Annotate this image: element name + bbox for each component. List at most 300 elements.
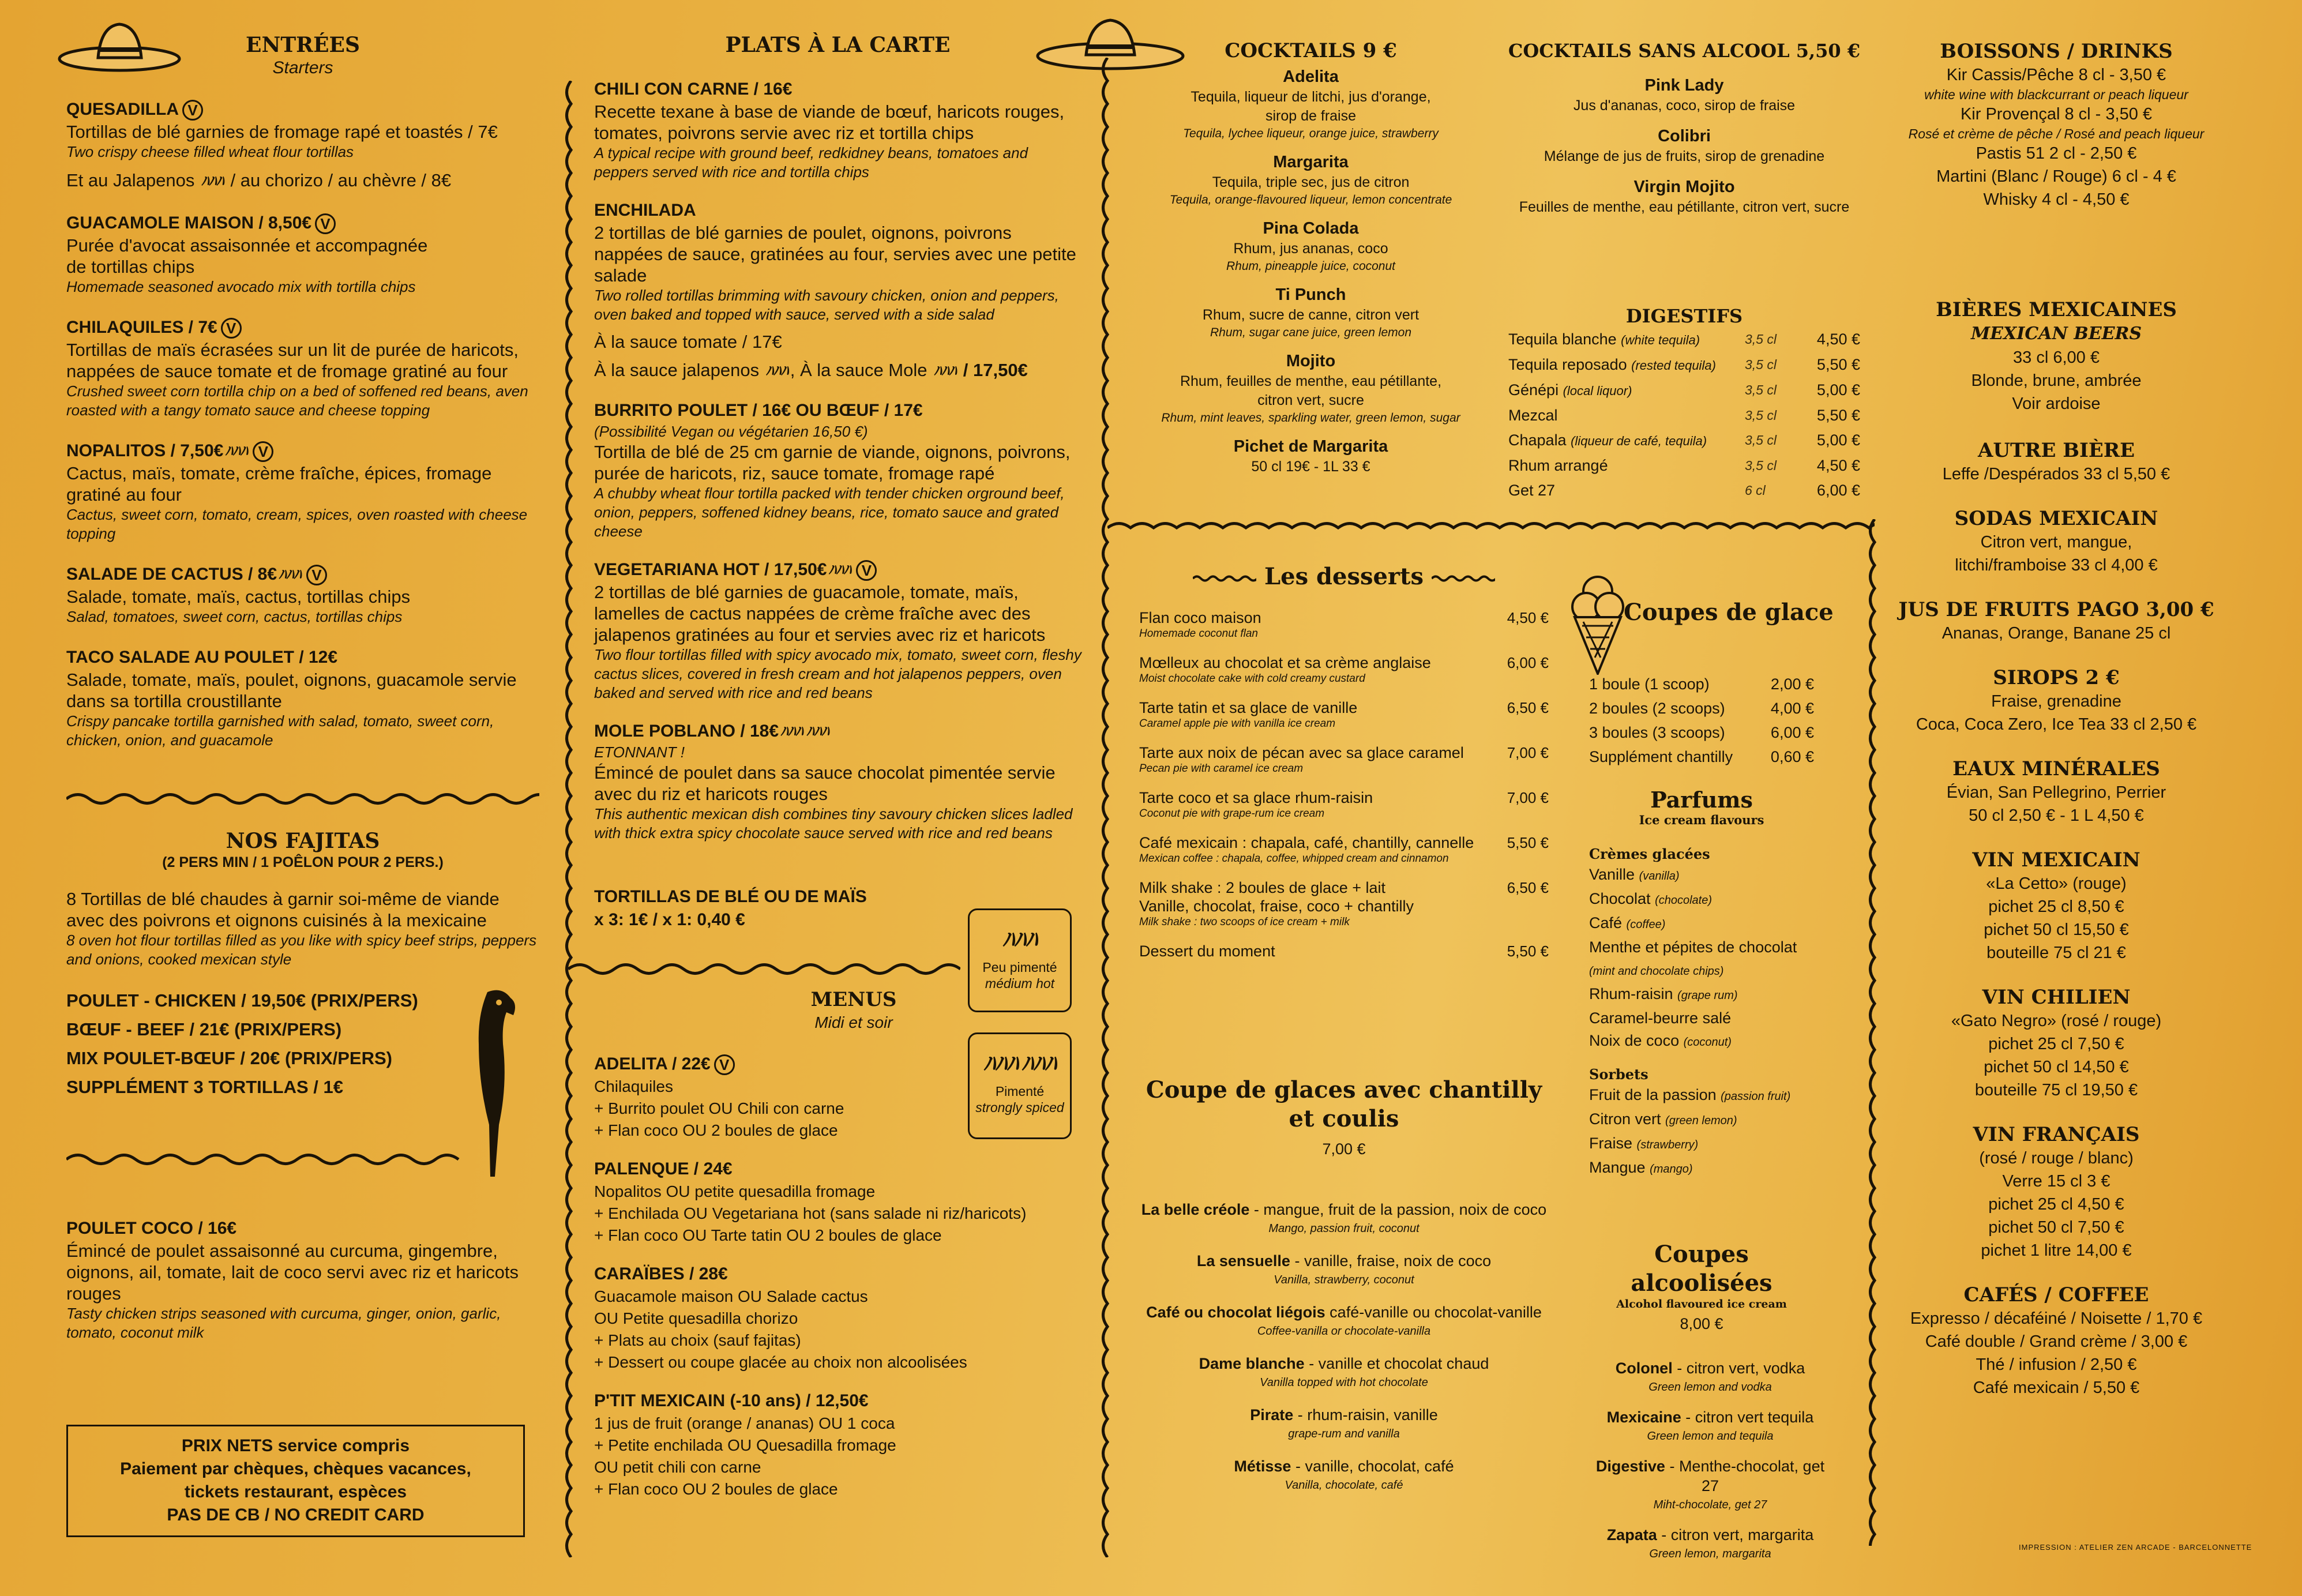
- dessert-price: 7,00 €: [1507, 789, 1549, 806]
- drinks-line: 50 cl 2,50 € - 1 L 4,50 €: [1969, 806, 2144, 825]
- coupe-line: [1139, 1405, 1549, 1425]
- coupe-alcool-en: Green lemon and tequila: [1647, 1430, 1774, 1443]
- dessert-text: [1139, 609, 1494, 641]
- digestif-name: Tequila blanche (white tequila): [1508, 331, 1700, 348]
- parrot-icon: [456, 981, 525, 1182]
- entrees-title: ENTRÉES: [246, 33, 360, 57]
- menu-line: + Flan coco OU 2 boules de glace: [594, 1121, 838, 1139]
- coupe-chantilly-price: 7,00 €: [1322, 1140, 1366, 1158]
- drinks-section: [1889, 1122, 2224, 1262]
- coupe-alcool-item: [1589, 1407, 1831, 1446]
- cocktails-title: COCKTAILS 9 €: [1225, 39, 1397, 62]
- entree-name: GUACAMOLE MAISON / 8,50€ V: [66, 212, 539, 235]
- poulet-coco-desc: Émincé de poulet assaisonné au curcuma, gingembre, oignons, ail, tomate, lait de coco servi avec riz et haricots rouges: [66, 1241, 519, 1304]
- menu-line: OU petit chili con carne: [594, 1458, 761, 1476]
- menu-item: [594, 1390, 1081, 1500]
- coupe-chantilly-title: Coupe de glaces avec chantilly et coulis: [1146, 1076, 1542, 1132]
- plat-desc: Émincé de poulet dans sa sauce chocolat pimentée servie avec du riz et haricots rouges: [594, 763, 1056, 804]
- cocktail-name: Margarita: [1273, 153, 1349, 171]
- coupe-alcool-line: [1589, 1525, 1831, 1545]
- drinks-section: [1889, 757, 2224, 827]
- dessert-price: 4,50 €: [1507, 609, 1549, 626]
- sauce-price: / 17,50€: [958, 360, 1028, 380]
- mocktail-name: Virgin Mojito: [1633, 178, 1735, 196]
- coupe-glace-price: 2,00 €: [1770, 675, 1814, 693]
- digestif-name: Génépi (local liquor): [1508, 381, 1632, 399]
- digestif-price: 4,50 €: [1816, 457, 1860, 474]
- sorbet-en: (strawberry): [1636, 1139, 1699, 1151]
- digestif-qty: 3,5 cl: [1745, 332, 1777, 347]
- drinks-line: Pastis 51 2 cl - 2,50 €: [1976, 144, 2137, 163]
- digestif-name: Rhum arrangé: [1508, 457, 1608, 474]
- menu-line: Nopalitos OU petite quesadilla fromage: [594, 1182, 876, 1200]
- cocktail-desc: Tequila, liqueur de litchi, jus d'orange,: [1191, 89, 1431, 105]
- sorbet-name: Fraise: [1589, 1135, 1637, 1152]
- plat-desc: 2 tortillas de blé garnies de poulet, oignons, poivrons nappées de sauce, gratinées au four, servies avec une petite salade: [594, 223, 1076, 286]
- drinks-line: Ananas, Orange, Banane 25 cl: [1942, 624, 2171, 643]
- coupes-alcool-list: [1589, 1358, 1872, 1574]
- glaces-block: [1589, 0, 1872, 1596]
- dessert-name: Tarte tatin et sa glace de vanille: [1139, 699, 1358, 716]
- menu-line: + Burrito poulet OU Chili con carne: [594, 1099, 844, 1117]
- flavour-name: Café: [1589, 914, 1627, 932]
- desserts-list: [1139, 609, 1549, 973]
- flavour-en: (coffee): [1626, 918, 1666, 931]
- entree-en: Crushed sweet corn tortilla chip on a bed of soffened red beans, aven roasted with a tangy tomato sauce and cheese topping: [66, 382, 528, 419]
- prix-nets-line: tickets restaurant, espèces: [184, 1482, 407, 1501]
- dessert-name: Flan coco maison: [1139, 609, 1261, 626]
- dessert-text: [1139, 942, 1494, 960]
- digestif-name: Get 27: [1508, 482, 1556, 499]
- drinks-title: JUS DE FRUITS PAGO 3,00 €: [1898, 598, 2214, 621]
- entree-extra-label: Et au Jalapenos: [66, 170, 200, 190]
- wave-divider-vertical: [562, 81, 580, 1557]
- drinks-title: BIÈRES MEXICAINES: [1936, 298, 2177, 321]
- flavour: [1589, 912, 1872, 936]
- dessert-text: [1139, 833, 1494, 866]
- flavour-en: (mint and chocolate chips): [1589, 965, 1724, 978]
- menu-line: OU Petite quesadilla chorizo: [594, 1309, 798, 1327]
- menu-name: CARAÏBES / 28€: [594, 1264, 728, 1283]
- drinks-line: Voir ardoise: [2012, 395, 2101, 413]
- entree-en: Crispy pancake tortilla garnished with salad, tomato, sweet corn, chicken, onion, and guacamole: [66, 712, 494, 749]
- dessert-en: Mexican coffee : chapala, coffee, whipped cream and cinnamon: [1139, 853, 1449, 865]
- flavour: [1589, 1007, 1872, 1030]
- digestif-price: 5,50 €: [1816, 407, 1860, 424]
- drinks-section: [1889, 598, 2224, 645]
- drinks-line: Citron vert, mangue,: [1980, 533, 2132, 551]
- drinks-line: «La Cetto» (rouge): [1986, 874, 2127, 893]
- entrees-subtitle: Starters: [272, 58, 333, 77]
- flavour-name: Caramel-beurre salé: [1589, 1009, 1732, 1027]
- entree-desc: dans sa tortilla croustillante: [66, 691, 282, 711]
- coupe-alcool-item: [1589, 1525, 1831, 1564]
- plat-en: Two flour tortillas filled with spicy avocado mix, tomato, sweet corn, fleshy cactus slices, covered in fresh cream and hot jalapenos peppers, oven baked and served with rice and red beans: [594, 646, 1081, 701]
- coupe-desc: - mangue, fruit de la passion, noix de coco: [1253, 1201, 1547, 1218]
- sans-alcool-title: COCKTAILS SANS ALCOOL 5,50 €: [1508, 40, 1861, 62]
- coupe-line: [1139, 1354, 1549, 1373]
- plat-en: A chubby wheat flour tortilla packed with tender chicken orground beef, onion, peppers, soffened kidney beans, rice, tomato sauce and grated cheese: [594, 485, 1065, 540]
- boissons-list: [1889, 39, 2224, 1420]
- dessert-name: Café mexicain : chapala, café, chantilly, cannelle: [1139, 834, 1474, 851]
- drinks-note: Rosé et crème de pêche / Rosé and peach liqueur: [1908, 126, 2205, 141]
- plat-name: VEGETARIANA HOT / 17,50€ ﾊﾊﾊ V: [594, 558, 1081, 581]
- coupe-alcool-name: Digestive: [1595, 1458, 1670, 1475]
- poulet-coco-title: POULET COCO / 16€: [66, 1219, 237, 1238]
- prix-nets-line: PRIX NETS service compris: [181, 1436, 410, 1455]
- drinks-line: Leffe /Despérados 33 cl 5,50 €: [1942, 465, 2170, 483]
- menu-name: ADELITA / 22€ V: [594, 1053, 1081, 1076]
- coupes-alcool-title: Coupes alcoolisées: [1631, 1241, 1772, 1297]
- menus-list: [594, 1053, 1081, 1516]
- cocktail-en: Tequila, lychee liqueur, orange juice, strawberry: [1183, 127, 1439, 140]
- dessert-price: 6,50 €: [1507, 879, 1549, 896]
- drinks-line: pichet 25 cl 7,50 €: [1988, 1035, 2124, 1053]
- dessert-item: [1139, 699, 1549, 731]
- plat-en: Two rolled tortillas brimming with savoury chicken, onion and peppers, oven baked and topped with sauce, served with a side salad: [594, 287, 1059, 323]
- coupe-item: [1139, 1251, 1549, 1290]
- chili-icon: ﾊﾊﾊ: [1002, 927, 1037, 953]
- dessert-text: [1139, 788, 1494, 821]
- cocktail-name: Adelita: [1283, 67, 1339, 86]
- coupe-item: [1139, 1405, 1549, 1444]
- coupe-alcool-name: Colonel: [1615, 1360, 1677, 1377]
- drinks-line: pichet 1 litre 14,00 €: [1981, 1241, 2132, 1260]
- menu-name: PALENQUE / 24€: [594, 1159, 733, 1178]
- drinks-line: litchi/framboise 33 cl 4,00 €: [1955, 556, 2158, 574]
- digestif-price: 5,00 €: [1816, 431, 1860, 449]
- coupe-alcool-item: [1589, 1358, 1831, 1397]
- coupes-alcool-subtitle: Alcohol flavoured ice cream: [1616, 1298, 1787, 1310]
- desserts-heading: [1139, 562, 1549, 591]
- coupe-name: La sensuelle: [1196, 1252, 1295, 1270]
- mocktail-name: Pink Lady: [1644, 76, 1724, 95]
- plat-sub: ETONNANT !: [594, 743, 685, 761]
- drinks-line: Kir Cassis/Pêche 8 cl - 3,50 €: [1946, 66, 2166, 84]
- flavour-name: Menthe et pépites de chocolat: [1589, 938, 1797, 956]
- digestif-qty: 3,5 cl: [1745, 458, 1777, 473]
- prix-nets-line: PAS DE CB / NO CREDIT CARD: [167, 1505, 425, 1524]
- drinks-line: Évian, San Pellegrino, Perrier: [1946, 783, 2166, 802]
- poulet-coco-en: Tasty chicken strips seasoned with curcuma, ginger, onion, garlic, tomato, coconut milk: [66, 1305, 501, 1341]
- flavour: [1589, 1030, 1872, 1054]
- flavour-en: (chocolate): [1655, 894, 1713, 907]
- sauce-mole: , À la sauce Mole: [790, 360, 933, 380]
- menus-subtitle: Midi et soir: [814, 1013, 893, 1031]
- coupe-chantilly-list: [1139, 1200, 1549, 1508]
- entree-desc: Cactus, maïs, tomate, crème fraîche, épices, fromage gratiné au four: [66, 463, 492, 505]
- coupe-name: Dame blanche: [1199, 1355, 1309, 1372]
- entree-item: [66, 646, 539, 750]
- fajitas-en: 8 oven hot flour tortillas filled as you like with spicy beef strips, peppers and onions, cooked mexican style: [66, 932, 537, 968]
- drinks-line: pichet 25 cl 4,50 €: [1988, 1195, 2124, 1214]
- flavour-en: (coconut): [1683, 1036, 1732, 1049]
- plat-extra2: [594, 359, 1081, 382]
- legend-peu-label: Peu pimenté: [982, 960, 1057, 975]
- digestif-price: 5,50 €: [1816, 356, 1860, 373]
- chili-icon: ﾊﾊﾊ: [828, 561, 851, 579]
- coupe-alcool-line: [1589, 1407, 1831, 1427]
- coupe-name: Métisse: [1234, 1458, 1295, 1475]
- dessert-item: [1139, 654, 1549, 686]
- menu-item: [594, 1053, 1081, 1141]
- flavour: [1589, 959, 1872, 983]
- entree-extra-price: / au chorizo / au chèvre / 8€: [225, 170, 452, 190]
- drinks-line: Blonde, brune, ambrée: [1971, 371, 2142, 390]
- drinks-section: [1889, 438, 2224, 486]
- dessert-en: Milk shake : two scoops of ice cream + milk: [1139, 916, 1350, 928]
- wave-divider: [66, 790, 539, 808]
- parfums-subtitle: Ice cream flavours: [1639, 813, 1764, 827]
- coupe-alcool-en: Miht-chocolate, get 27: [1653, 1499, 1767, 1511]
- fajitas-desc: 8 Tortillas de blé chaudes à garnir soi-même de viande avec des poivrons et oignons cuisinés à la mexicaine: [66, 889, 500, 930]
- entree-item: [66, 440, 539, 543]
- vegetarian-icon: V: [306, 565, 327, 585]
- entree-desc: Salade, tomate, maïs, cactus, tortillas chips: [66, 587, 411, 607]
- drinks-title: SIROPS 2 €: [1993, 666, 2120, 689]
- coupe-glace-row: [1589, 720, 1814, 745]
- coupe-alcool-desc: - Menthe-chocolat, get 27: [1669, 1458, 1825, 1494]
- plat-desc: 2 tortillas de blé garnies de guacamole, tomate, maïs, lamelles de cactus nappées de crème fraîche avec des jalapenos gratinées au four et servies avec riz et haricots: [594, 582, 1046, 645]
- coupe-alcool-en: Green lemon, margarita: [1649, 1548, 1771, 1560]
- sorbet-name: Fruit de la passion: [1589, 1086, 1721, 1103]
- dessert-item: [1139, 788, 1549, 821]
- dessert-price: 5,50 €: [1507, 834, 1549, 851]
- drinks-section: [1889, 506, 2224, 577]
- coupe-glace-name: Supplément chantilly: [1589, 748, 1733, 765]
- flavour-en: (grape rum): [1677, 989, 1738, 1002]
- drinks-line: Café mexicain / 5,50 €: [1973, 1379, 2140, 1397]
- prix-nets-line: Paiement par chèques, chèques vacances,: [120, 1459, 471, 1478]
- entree-name: SALADE DE CACTUS / 8€ ﾊﾊﾊ V: [66, 563, 539, 586]
- cocktail-desc: Tequila, triple sec, jus de citron: [1212, 174, 1410, 190]
- menu-line: + Plats au choix (sauf fajitas): [594, 1331, 801, 1349]
- menus-title: MENUS: [810, 988, 897, 1011]
- entree-desc: Salade, tomate, maïs, poulet, oignons, guacamole servie: [66, 670, 517, 690]
- coupe-line: [1139, 1251, 1549, 1271]
- fajitas-option: BŒUF - BEEF / 21€ (PRIX/PERS): [66, 1019, 342, 1039]
- plat-name: ENCHILADA: [594, 201, 696, 220]
- digestif-qty: 3,5 cl: [1745, 357, 1777, 372]
- drinks-line: pichet 50 cl 7,50 €: [1988, 1218, 2124, 1237]
- dessert-text: [1139, 654, 1494, 686]
- entree-name: NOPALITOS / 7,50€ ﾊﾊﾊ V: [66, 440, 539, 463]
- cocktail-en: Rhum, sugar cane juice, green lemon: [1210, 326, 1412, 339]
- dessert-name: Milk shake : 2 boules de glace + lait: [1139, 879, 1385, 896]
- flavour-en: (vanilla): [1639, 870, 1680, 883]
- digestif-price: 6,00 €: [1816, 482, 1860, 499]
- drinks-title: VIN MEXICAIN: [1972, 848, 2140, 872]
- coupe-alcool-desc: - citron vert tequila: [1685, 1409, 1814, 1426]
- legend-peu-pimente: [968, 908, 1072, 1012]
- sauce-jalapenos: À la sauce jalapenos: [594, 360, 764, 380]
- menu-item: [594, 1158, 1081, 1246]
- drinks-section: [1889, 666, 2224, 736]
- fajitas-option: SUPPLÉMENT 3 TORTILLAS / 1€: [66, 1077, 344, 1097]
- entree-item: [66, 212, 539, 296]
- chili-icon: ﾊﾊﾊ: [983, 1052, 1018, 1077]
- sorbets-title: Sorbets: [1589, 1066, 1648, 1083]
- coupe-glace-name: 1 boule (1 scoop): [1589, 675, 1710, 693]
- menu-line: + Dessert ou coupe glacée au choix non alcoolisées: [594, 1353, 967, 1371]
- drinks-title: BOISSONS / DRINKS: [1940, 40, 2173, 63]
- flavour-name: Chocolat: [1589, 890, 1655, 907]
- drinks-section: [1889, 1283, 2224, 1399]
- coupe-item: [1139, 1456, 1549, 1495]
- legend-strong-label: strongly spiced: [975, 1100, 1064, 1115]
- menu-line: + Enchilada OU Vegetariana hot (sans salade ni riz/haricots): [594, 1204, 1027, 1222]
- printer-credit: IMPRESSION : ATELIER ZEN ARCADE - BARCELONNETTE: [2019, 1543, 2252, 1552]
- tortillas-title: TORTILLAS DE BLÉ OU DE MAÏS: [594, 887, 867, 906]
- dessert-name: Dessert du moment: [1139, 942, 1275, 960]
- digestif-note: (white tequila): [1621, 333, 1700, 347]
- tortillas-price: x 3: 1€ / x 1: 0,40 €: [594, 910, 745, 929]
- cocktail-name: Mojito: [1286, 352, 1336, 370]
- mocktail-desc: Mélange de jus de fruits, sirop de grenadine: [1544, 148, 1825, 164]
- dessert-en: Caramel apple pie with vanilla ice cream: [1139, 718, 1336, 730]
- coupe-desc: - rhum-raisin, vanille: [1297, 1406, 1438, 1424]
- coupe-glace-row: [1589, 672, 1814, 696]
- wave-divider-vertical: [1099, 58, 1116, 1557]
- drinks-line: (rosé / rouge / blanc): [1979, 1149, 2134, 1167]
- drinks-line: Coca, Coca Zero, Ice Tea 33 cl 2,50 €: [1916, 715, 2197, 734]
- dessert-item: [1139, 743, 1549, 776]
- dessert-text: [1139, 878, 1494, 929]
- drinks-line: bouteille 75 cl 19,50 €: [1974, 1081, 2138, 1099]
- digestif-qty: 3,5 cl: [1745, 408, 1777, 423]
- sorbet: [1589, 1132, 1872, 1156]
- plat-item: [594, 199, 1081, 382]
- plat-desc: Tortilla de blé de 25 cm garnie de viande, oignons, poivrons, purée de haricots, riz, sauce tomate, fromage rapé: [594, 442, 1071, 483]
- cocktail-desc: Rhum, sucre de canne, citron vert: [1202, 307, 1419, 323]
- coupe-name: La belle créole: [1141, 1201, 1254, 1218]
- chili-icon: ﾊﾊﾊ: [780, 723, 803, 740]
- plat-extra: À la sauce tomate / 17€: [594, 332, 782, 352]
- fajitas-options: [66, 986, 447, 1102]
- coupe-en: Vanilla, chocolate, café: [1285, 1479, 1403, 1492]
- prix-nets-box: [66, 1425, 525, 1537]
- sorbet-en: (mango): [1650, 1163, 1693, 1176]
- coupe-line: [1139, 1200, 1549, 1219]
- coupe-glace-row: [1589, 696, 1814, 720]
- digestif-qty: 3,5 cl: [1745, 382, 1777, 397]
- sorbet-en: (passion fruit): [1721, 1090, 1791, 1103]
- parfums-list: [1589, 845, 1872, 1181]
- drinks-title-en: MEXICAN BEERS: [1970, 324, 2142, 344]
- drinks-line: Thé / infusion / 2,50 €: [1976, 1355, 2137, 1374]
- plat-en: A typical recipe with ground beef, redkidney beans, tomatoes and peppers served with rice and tortilla chips: [594, 144, 1028, 181]
- menu-line: + Flan coco OU Tarte tatin OU 2 boules de glace: [594, 1226, 942, 1244]
- cocktail-en: Tequila, orange-flavoured liqueur, lemon concentrate: [1169, 193, 1452, 206]
- digestif-name: Tequila reposado (rested tequila): [1508, 356, 1716, 373]
- desserts-block: [1139, 0, 1549, 1596]
- coupe-item: [1139, 1200, 1549, 1238]
- cocktail-en: Rhum, mint leaves, sparkling water, green lemon, sugar: [1161, 411, 1460, 425]
- plat-desc: Recette texane à base de viande de bœuf, haricots rouges, tomates, poivrons servie avec riz et tortilla chips: [594, 102, 1065, 143]
- entree-item: [66, 563, 539, 626]
- coupe-en: grape-rum and vanilla: [1288, 1428, 1400, 1440]
- sorbet-en: (green lemon): [1665, 1114, 1737, 1127]
- coupe-glace-row: [1589, 745, 1814, 769]
- flavour-name: Rhum-raisin: [1589, 985, 1678, 1002]
- coupe-glace-name: 2 boules (2 scoops): [1589, 700, 1725, 717]
- coupe-alcool-en: Green lemon and vodka: [1648, 1381, 1772, 1394]
- dessert-en: Coconut pie with grape-rum ice cream: [1139, 808, 1325, 820]
- plat-name: MOLE POBLANO / 18€ ﾊﾊﾊ ﾊﾊﾊ: [594, 720, 1081, 743]
- digestifs-title: DIGESTIFS: [1625, 305, 1743, 327]
- entree-en: Salad, tomatoes, sweet corn, cactus, tortillas chips: [66, 608, 403, 625]
- menu-item: [594, 1263, 1081, 1373]
- dessert-price: 6,00 €: [1507, 654, 1549, 671]
- coupe-line: [1139, 1456, 1549, 1476]
- vegetarian-icon: V: [182, 100, 203, 121]
- coupe-alcool-item: [1589, 1456, 1831, 1515]
- drinks-title: SODAS MEXICAIN: [1954, 507, 2158, 530]
- coupe-alcool-name: Mexicaine: [1606, 1409, 1686, 1426]
- mocktail-name: Colibri: [1658, 127, 1711, 145]
- entree-desc: Tortillas de blé garnies de fromage rapé et toastés / 7€: [66, 122, 498, 142]
- drinks-line: Verre 15 cl 3 €: [2002, 1172, 2111, 1191]
- drinks-line: Fraise, grenadine: [1991, 692, 2121, 711]
- dessert-text: [1139, 699, 1494, 731]
- drinks-note: white wine with blackcurrant or peach liqueur: [1924, 87, 2188, 102]
- coupe-name: Pirate: [1250, 1406, 1298, 1424]
- flavour: [1589, 983, 1872, 1007]
- digestif-note: (liqueur de café, tequila): [1571, 434, 1707, 448]
- digestif-name: Chapala (liqueur de café, tequila): [1508, 431, 1707, 449]
- digestif-note: (local liquor): [1563, 384, 1632, 398]
- cremes-title: Crèmes glacées: [1589, 846, 1710, 862]
- digestif-price: 5,00 €: [1816, 381, 1860, 399]
- drinks-line: Café double / Grand crème / 3,00 €: [1925, 1332, 2188, 1351]
- coupe-alcool-desc: - citron vert, vodka: [1677, 1360, 1805, 1377]
- dessert-name: Vanille, chocolat, fraise, coco + chantilly: [1139, 897, 1414, 915]
- flavour: [1589, 863, 1872, 888]
- chili-icon: ﾊﾊﾊ: [765, 362, 788, 380]
- sorbet-name: Mangue: [1589, 1159, 1650, 1176]
- vegetarian-icon: V: [315, 213, 336, 234]
- dessert-item: [1139, 878, 1549, 929]
- coupe-glace-price: 4,00 €: [1770, 700, 1814, 717]
- entree-en: Homemade seasoned avocado mix with tortilla chips: [66, 278, 416, 295]
- coupe-line: [1139, 1302, 1549, 1322]
- vegetarian-icon: V: [856, 560, 877, 581]
- entree-en: Cactus, sweet corn, tomato, cream, spices, oven roasted with cheese topping: [66, 506, 528, 542]
- coupe-en: Coffee-vanilla or chocolate-vanilla: [1257, 1325, 1431, 1338]
- coupe-desc: - vanille et chocolat chaud: [1309, 1355, 1489, 1372]
- menu-line: 1 jus de fruit (orange / ananas) OU 1 coca: [594, 1414, 895, 1432]
- plat-sub: (Possibilité Vegan ou végétarien 16,50 €): [594, 423, 868, 440]
- drinks-section: [1889, 39, 2224, 211]
- plat-item: [594, 720, 1081, 843]
- sorbet: [1589, 1108, 1872, 1132]
- plat-item: [594, 399, 1081, 541]
- dessert-item: [1139, 942, 1549, 960]
- entree-extra: [66, 170, 539, 192]
- fajitas-option: MIX POULET-BŒUF / 20€ (PRIX/PERS): [66, 1048, 392, 1068]
- drinks-title: CAFÉS / COFFEE: [1963, 1283, 2149, 1306]
- plat-name: CHILI CON CARNE / 16€: [594, 80, 793, 99]
- wave-divider: [568, 960, 960, 978]
- coupe-en: Mango, passion fruit, coconut: [1268, 1222, 1419, 1235]
- cocktail-desc: Rhum, feuilles de menthe, eau pétillante,: [1180, 373, 1442, 389]
- drinks-line: pichet 50 cl 14,50 €: [1984, 1058, 2129, 1076]
- entrees-list: [66, 98, 539, 769]
- flavour: [1589, 888, 1872, 912]
- fajitas-subtitle: (2 PERS MIN / 1 POÊLON POUR 2 PERS.): [162, 854, 444, 870]
- digestif-name: Mezcal: [1508, 407, 1558, 424]
- plats-column: [594, 0, 1081, 1596]
